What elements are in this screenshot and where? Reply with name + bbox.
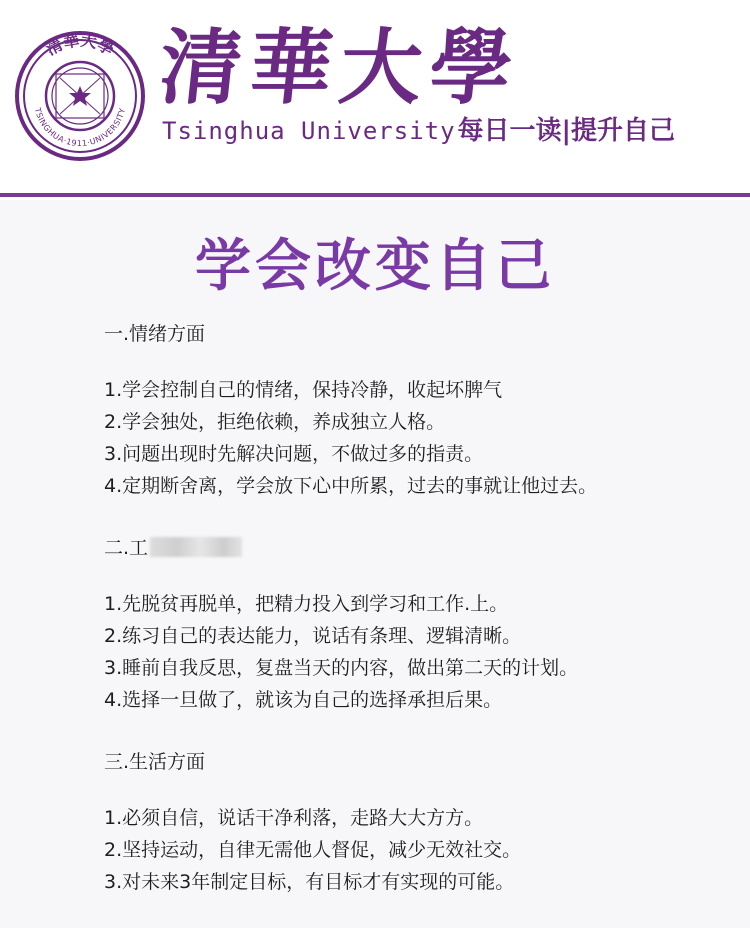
- section-heading-text: 二.工: [104, 537, 149, 559]
- slogan: 每日一读|提升自己: [457, 116, 676, 146]
- page-title: 学会改变自己: [195, 234, 555, 299]
- section-heading: 一.情绪方面: [104, 323, 206, 345]
- list-item: 1.学会控制自己的情绪，保持冷静，收起坏脾气: [104, 379, 503, 401]
- calligraphy-title: 清華大學: [154, 20, 526, 116]
- section-life: [104, 746, 724, 898]
- list-item: 3.睡前自我反思，复盘当天的内容，做出第二天的计划。: [104, 657, 579, 679]
- list-item: 1.必须自信，说话干净利落，走路大大方方。: [104, 807, 484, 829]
- svg-text:TSINGHUA·1911·UNIVERSITY: TSINGHUA·1911·UNIVERSITY: [32, 106, 128, 149]
- header-divider: [0, 193, 750, 197]
- blurred-text: [150, 537, 242, 557]
- list-item: 2.坚持运动，自律无需他人督促，减少无效社交。: [104, 839, 522, 861]
- list-item: 2.学会独处，拒绝依赖，养成独立人格。: [104, 411, 446, 433]
- section-heading: [104, 532, 724, 564]
- header: [0, 0, 750, 200]
- section-heading: 三.生活方面: [104, 751, 206, 773]
- list-item: 4.定期断舍离，学会放下心中所累，过去的事就让他过去。: [104, 475, 598, 497]
- section-emotion: [104, 318, 724, 502]
- section-work: [104, 532, 724, 716]
- svg-text:清華大學: 清華大學: [42, 30, 118, 59]
- list-item: 3.对未来3年制定目标，有目标才有实现的可能。: [104, 871, 515, 893]
- header-subtitle: [162, 110, 675, 147]
- list-item: 1.先脱贫再脱单，把精力投入到学习和工作.上。: [104, 593, 509, 615]
- list-item: 2.练习自己的表达能力，说话有条理、逻辑清晰。: [104, 625, 522, 647]
- article-body: [104, 318, 724, 928]
- university-name-en: Tsinghua University: [162, 117, 456, 145]
- list-item: 3.问题出现时先解决问题，不做过多的指责。: [104, 443, 484, 465]
- tsinghua-seal-logo: [14, 30, 146, 162]
- list-item: 4.选择一旦做了，就该为自己的选择承担后果。: [104, 689, 503, 711]
